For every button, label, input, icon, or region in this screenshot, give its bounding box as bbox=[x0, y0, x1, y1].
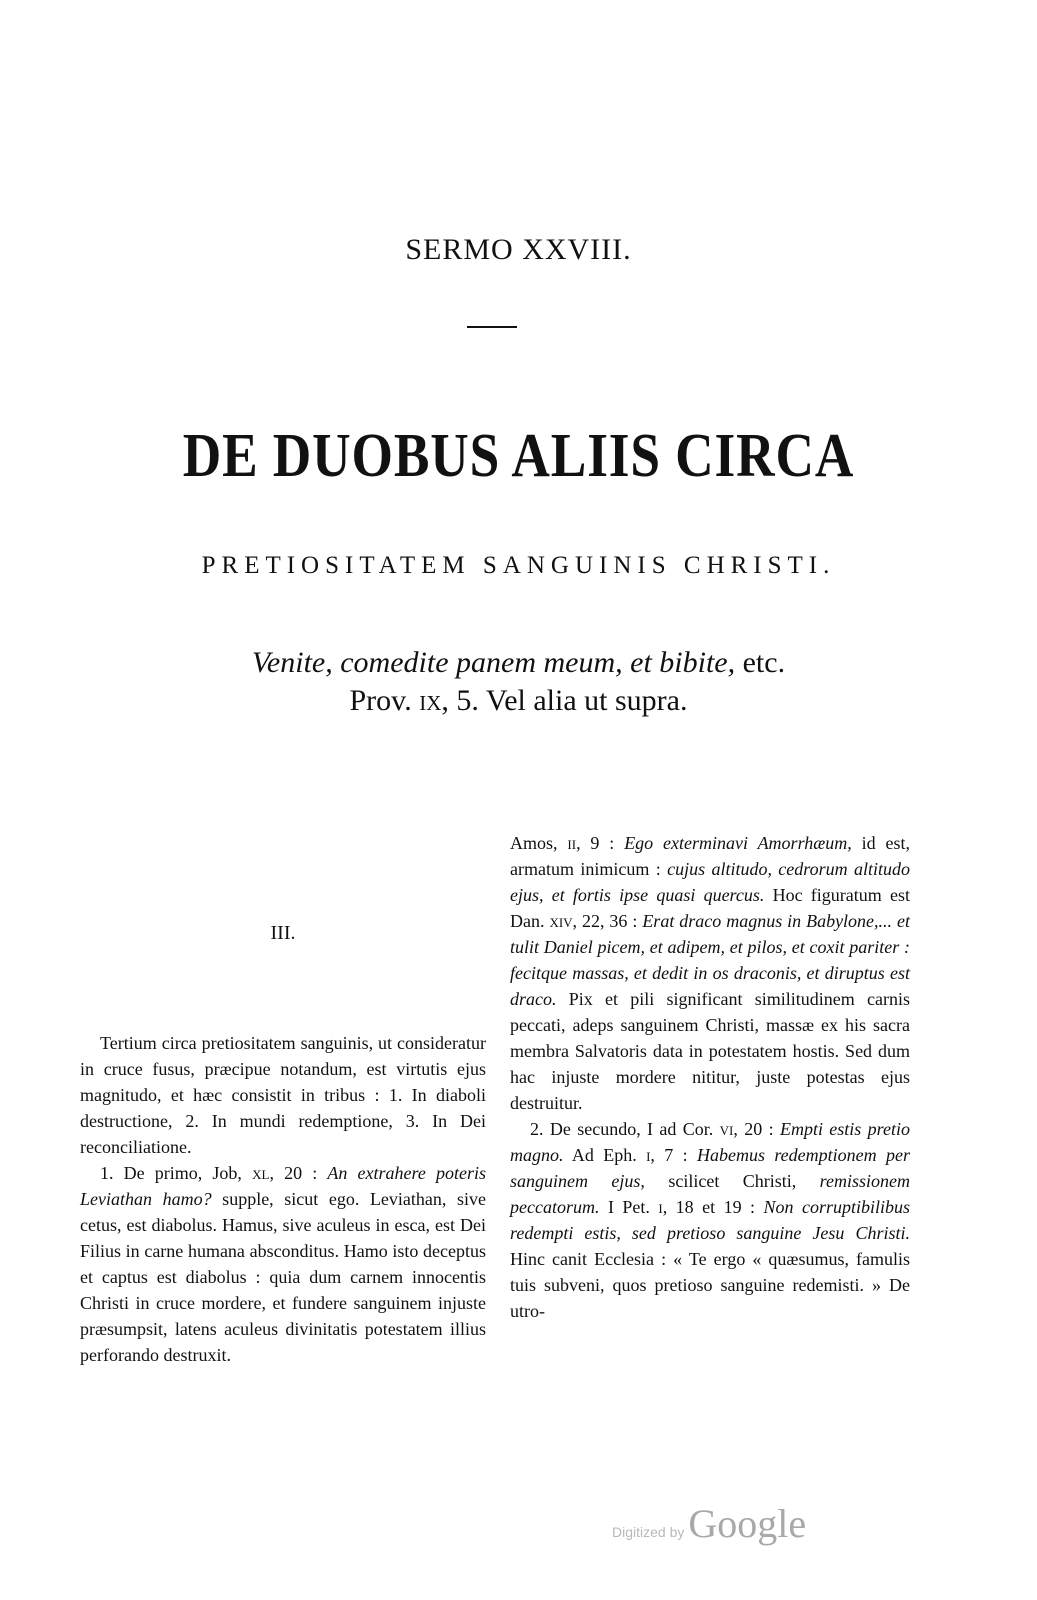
google-logo: Google bbox=[688, 1501, 807, 1546]
text-run-italic: Habemus redemptionem per sanguinem ejus, bbox=[510, 1145, 910, 1191]
text-run: Amos, bbox=[510, 833, 568, 853]
paragraph-de-secundo bbox=[510, 1116, 910, 1324]
epigraph-etc: etc. bbox=[735, 646, 786, 679]
text-run: Hinc canit Ecclesia : « Te ergo « quæsumus, famulis tuis subveni, quos pretioso sanguine redemisti. » De utro- bbox=[510, 1249, 910, 1321]
text-run: scilicet Christi, bbox=[644, 1171, 820, 1191]
text-run-italic: remissionem peccatorum. bbox=[510, 1171, 910, 1217]
epigraph-line-1 bbox=[0, 644, 1037, 682]
sermon-number: SERMO XXVIII. bbox=[405, 233, 632, 266]
text-run-italic: Ego exterminavi Amorrhæum, bbox=[624, 833, 852, 853]
left-column bbox=[80, 1030, 486, 1368]
epigraph-ref-b: , 5. Vel alia ut supra. bbox=[441, 684, 688, 717]
text-run: I Pet. bbox=[599, 1197, 659, 1217]
text-run: Ad Eph. bbox=[563, 1145, 647, 1165]
text-run: , 22, 36 : bbox=[572, 911, 643, 931]
text-run: ii bbox=[567, 833, 577, 853]
text-run-italic: Non corruptibilibus redempti estis, sed pretioso sanguine Jesu Christi. bbox=[510, 1197, 911, 1243]
text-run: , 18 et 19 : bbox=[662, 1197, 764, 1217]
text-run: i bbox=[646, 1145, 651, 1165]
text-run: supple, sicut ego. Leviathan, sive cetus, est diabolus. Hamus, sive aculeus in esca, est Dei Filius in carne humana absconditus. Hamo isto deceptus et captus est diabolus : quia dum carnem innocentis Christi in cruce mordere, et fundere sanguinem injuste præsumpsit, latens aculeus divinitatis potestatem illius perforando destruxit. bbox=[80, 1189, 486, 1365]
text-run: 1. De primo, Job, bbox=[100, 1163, 253, 1183]
paragraph-amos bbox=[510, 830, 910, 1116]
digitized-watermark bbox=[612, 1500, 806, 1544]
text-run-italic: An extrahere poteris Leviathan hamo? bbox=[80, 1163, 486, 1209]
sermon-title: DE DUOBUS ALIIS CIRCA bbox=[182, 422, 855, 490]
text-run: id est, armatum inimicum : bbox=[510, 833, 910, 879]
text-run: , 9 : bbox=[576, 833, 625, 853]
right-column bbox=[510, 830, 910, 1324]
text-run: , 20 : bbox=[733, 1119, 780, 1139]
text-run: , 7 : bbox=[650, 1145, 697, 1165]
text-run: 2. De secundo, I ad Cor. bbox=[530, 1119, 720, 1139]
text-run: vi bbox=[719, 1119, 734, 1139]
epigraph-ref-chapter: ix bbox=[419, 684, 442, 717]
text-run: , 20 : bbox=[269, 1163, 328, 1183]
paragraph-de-primo bbox=[80, 1160, 486, 1368]
text-run: xiv bbox=[549, 911, 573, 931]
epigraph-ref-a: Prov. bbox=[349, 684, 420, 717]
text-run-italic: Empti estis pretio magno. bbox=[510, 1119, 910, 1165]
section-number: III. bbox=[270, 922, 296, 944]
divider-rule bbox=[467, 326, 517, 328]
epigraph-line-2 bbox=[0, 682, 1037, 720]
text-run-italic: cujus altitudo, cedrorum altitudo ejus, et fortis ipse quasi quercus. bbox=[510, 859, 910, 905]
paragraph-tertium: Tertium circa pretiositatem sanguinis, ut consideratur in cruce fusus, præcipue notandum, est virtutis ejus magnitudo, et hæc consistit in tribus : 1. In diaboli destructione, 2. In mundi redemptione, 3. In Dei reconciliatione. bbox=[80, 1033, 486, 1157]
text-run: xl bbox=[252, 1163, 270, 1183]
epigraph-quote: Venite, comedite panem meum, et bibite, bbox=[251, 646, 736, 679]
epigraph bbox=[0, 644, 1037, 720]
text-run: Hoc figuratum est Dan. bbox=[510, 885, 910, 931]
text-run: i bbox=[658, 1197, 663, 1217]
text-run-italic: Erat draco magnus in Babylone,... et tulit Daniel picem, et adipem, et pilos, et coxit pariter : fecitque massas, et dedit in os draconis, et diruptus est draco. bbox=[510, 911, 910, 1009]
sermon-subtitle: PRETIOSITATEM SANGUINIS CHRISTI. bbox=[201, 552, 836, 579]
watermark-small-text: Digitized by bbox=[612, 1524, 685, 1540]
text-run: Pix et pili significant similitudinem carnis peccati, adeps sanguinem Christi, massæ ex his sacra membra Salvatoris data in potestatem hostis. Sed dum hac injuste mordere nititur, juste potestas ejus destruitur. bbox=[510, 989, 910, 1113]
